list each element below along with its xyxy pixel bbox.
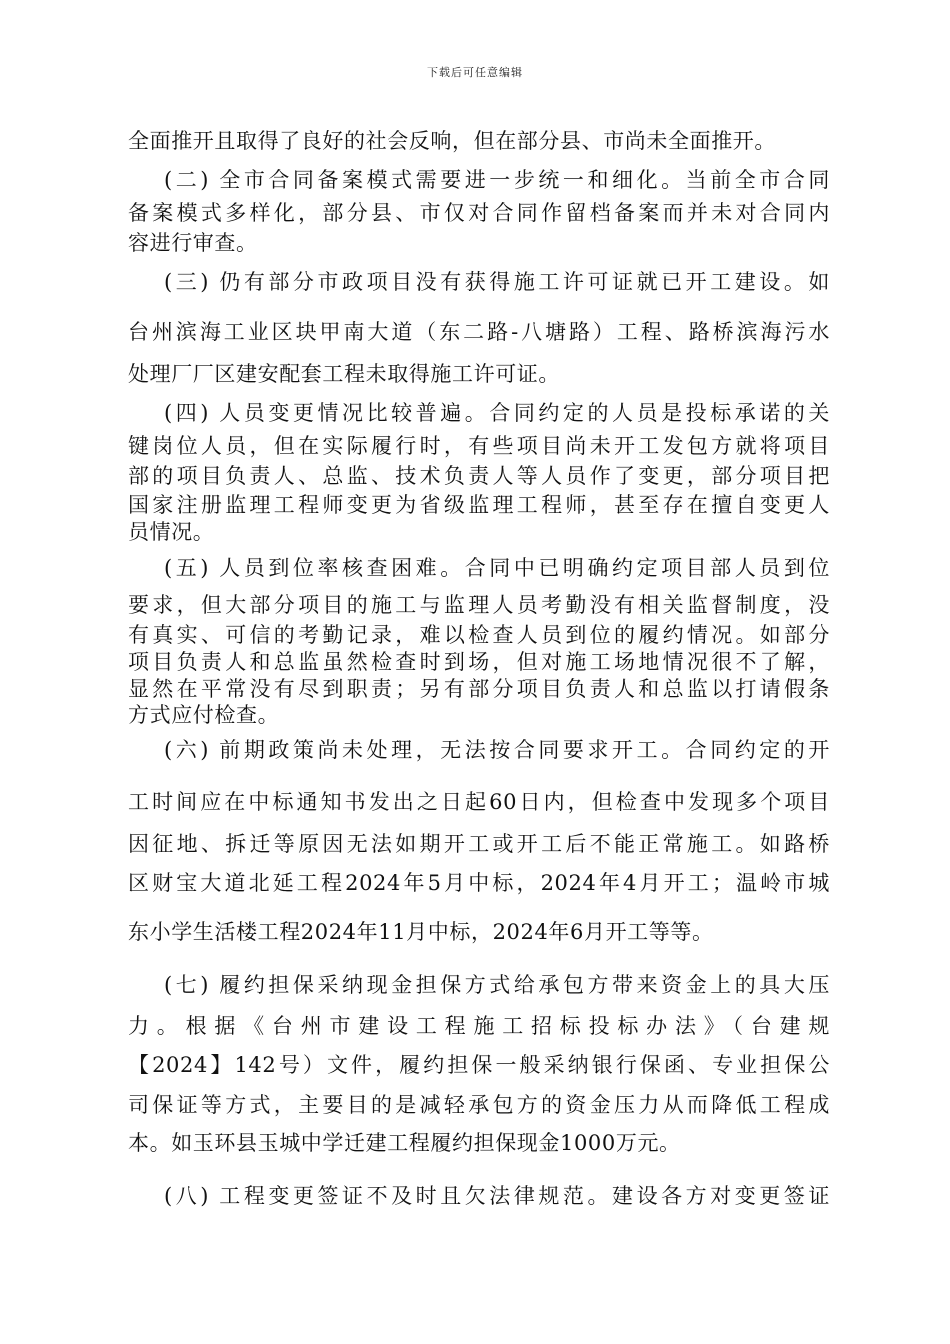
text-line: 显然在平常没有尽到职责；另有部分项目负责人和总监以打请假条 xyxy=(128,677,830,701)
text-line: 司保证等方式，主要目的是减轻承包方的资金压力从而降低工程成 xyxy=(128,1093,830,1117)
text-line: 东小学生活楼工程2024年11月中标，2024年6月开工等等。 xyxy=(128,920,714,944)
text-line: (四) 人员变更情况比较普遍。合同约定的人员是投标承诺的关 xyxy=(164,401,830,425)
text-line: (三) 仍有部分市政项目没有获得施工许可证就已开工建设。如 xyxy=(164,270,830,294)
text-line: 备案模式多样化，部分县、市仅对合同作留档备案而并未对合同内 xyxy=(128,201,830,225)
text-line: 力。根据《台州市建设工程施工招标投标办法》（台建规 xyxy=(128,1014,830,1038)
text-line: 项目负责人和总监虽然检查时到场，但对施工场地情况很不了解， xyxy=(128,650,830,674)
text-line: 部的项目负责人、总监、技术负责人等人员作了变更，部分项目把 xyxy=(128,464,830,488)
text-line: (六) 前期政策尚未处理，无法按合同要求开工。合同约定的开 xyxy=(164,738,830,762)
text-line: 键岗位人员，但在实际履行时，有些项目尚未开工发包方就将项目 xyxy=(128,434,830,458)
text-line: 因征地、拆迁等原因无法如期开工或开工后不能正常施工。如路桥 xyxy=(128,832,830,856)
text-line: 国家注册监理工程师变更为省级监理工程师，甚至存在擅自变更人 xyxy=(128,493,830,517)
text-line: (二) 全市合同备案模式需要进一步统一和细化。当前全市合同 xyxy=(164,168,830,192)
text-line: 方式应付检查。 xyxy=(128,703,280,727)
text-line: 员情况。 xyxy=(128,520,215,544)
text-line: 容进行审查。 xyxy=(128,231,258,255)
page-header: 下载后可任意编辑 xyxy=(427,66,523,79)
text-line: 有真实、可信的考勤记录，难以检查人员到位的履约情况。如部分 xyxy=(128,623,830,647)
text-line: 本。如玉环县玉城中学迁建工程履约担保现金1000万元。 xyxy=(128,1131,681,1155)
text-line: 区财宝大道北延工程2024年5月中标，2024年4月开工；温岭市城 xyxy=(128,871,830,895)
text-line: 要求，但大部分项目的施工与监理人员考勤没有相关监督制度，没 xyxy=(128,593,830,617)
text-line: 工时间应在中标通知书发出之日起60日内，但检查中发现多个项目 xyxy=(128,790,830,814)
text-line: (七) 履约担保采纳现金担保方式给承包方带来资金上的具大压 xyxy=(164,973,830,997)
text-line: 台州滨海工业区块甲南大道（东二路-八塘路）工程、路桥滨海污水 xyxy=(128,320,830,344)
text-line: 处理厂厂区建安配套工程未取得施工许可证。 xyxy=(128,362,560,386)
text-line: (八) 工程变更签证不及时且欠法律规范。建设各方对变更签证 xyxy=(164,1184,830,1208)
text-line: 全面推开且取得了良好的社会反响，但在部分县、市尚未全面推开。 xyxy=(128,129,776,153)
text-line: 【2024】142号）文件，履约担保一般采纳银行保函、专业担保公 xyxy=(128,1053,830,1077)
text-line: (五) 人员到位率核查困难。合同中已明确约定项目部人员到位 xyxy=(164,556,830,580)
